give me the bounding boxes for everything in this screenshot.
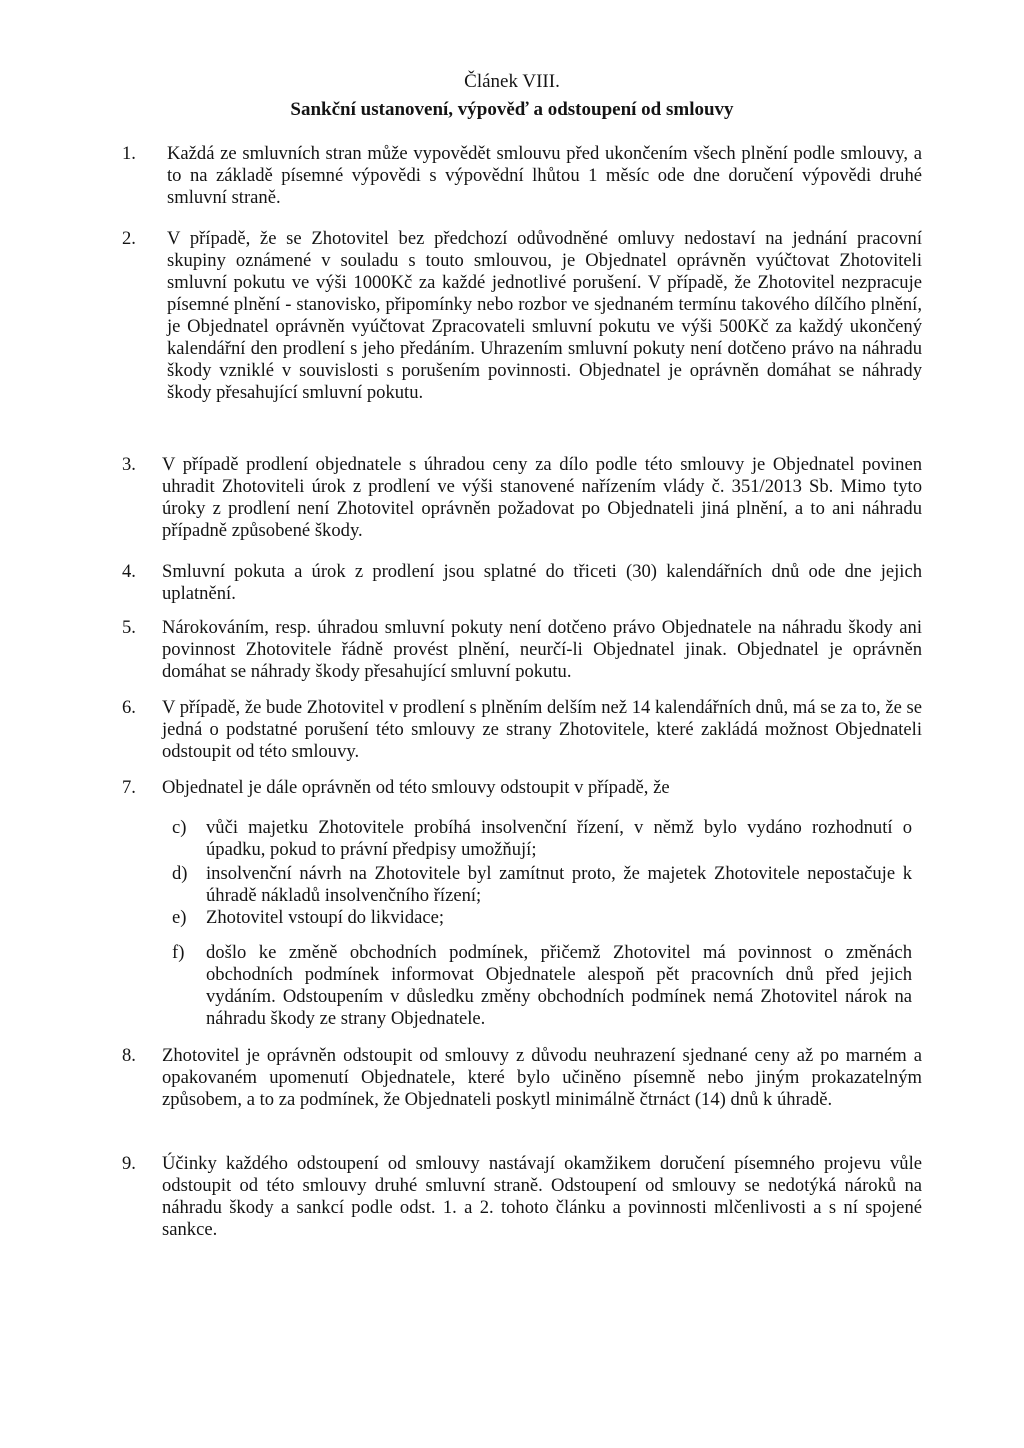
article-title: Sankční ustanovení, výpověď a odstoupení od smlouvy bbox=[290, 99, 734, 120]
clause-1 bbox=[122, 143, 922, 209]
clause-number: 9. bbox=[122, 1153, 136, 1174]
clause-5 bbox=[122, 617, 922, 683]
subclause-text: došlo ke změně obchodních podmínek, přičemž Zhotovitel má povinnost o změnách obchodních podmínek informovat Objednatele alespoň pět pracovních dnů před jejich vydáním. Odstoupením v důsledku změny obchodních podmínek nemá Zhotovitel nárok na náhradu škody ze strany Objednatele. bbox=[206, 942, 912, 1029]
subclause-f bbox=[172, 942, 912, 1030]
subclause-c bbox=[172, 817, 912, 861]
article-number: Článek VIII. bbox=[464, 71, 560, 92]
subclause-d bbox=[172, 863, 912, 907]
clause-number: 6. bbox=[122, 697, 136, 718]
clause-text: Zhotovitel je oprávněn odstoupit od smlouvy z důvodu neuhrazení sjednané ceny až po marném a opakovaném upomenutí Objednatele, které bylo učiněno písemně nebo jiným prokazatelným způsobem, a to za podmínek, že Objednateli poskytl minimálně čtrnáct (14) dnů k úhradě. bbox=[162, 1045, 922, 1110]
clause-text: Účinky každého odstoupení od smlouvy nastávají okamžikem doručení písemného projevu vůle odstoupit od této smlouvy druhé smluvní straně. Odstoupení od smlouvy se nedotýká nároků na náhradu škody a sankcí podle odst. 1. a 2. tohoto článku a povinnosti mlčenlivosti a s ní spojené sankce. bbox=[162, 1153, 922, 1240]
clause-text: V případě prodlení objednatele s úhradou ceny za dílo podle této smlouvy je Objednatel povinen uhradit Zhotoviteli úrok z prodlení ve výši stanovené nařízením vlády č. 351/2013 Sb. Mimo tyto úroky z prodlení není Zhotovitel oprávněn požadovat po Objednateli jiná plnění, a to ani náhradu případně způsobené škody. bbox=[162, 454, 922, 541]
clause-text: Objednatel je dále oprávněn od této smlouvy odstoupit v případě, že bbox=[162, 777, 670, 798]
clause-text: Každá ze smluvních stran může vypovědět smlouvu před ukončením všech plnění podle smlouvy, a to na základě písemné výpovědi s výpovědní lhůtou 1 měsíc ode dne doručení výpovědi druhé smluvní straně. bbox=[167, 143, 922, 208]
clause-text: V případě, že bude Zhotovitel v prodlení s plněním delším než 14 kalendářních dnů, má se za to, že se jedná o podstatné porušení této smlouvy ze strany Zhotovitele, které zakládá možnost Objednateli odstoupit od této smlouvy. bbox=[162, 697, 922, 762]
clause-number: 8. bbox=[122, 1045, 136, 1066]
clause-number: 3. bbox=[122, 454, 136, 475]
subclause-letter: e) bbox=[172, 907, 187, 928]
clause-number: 5. bbox=[122, 617, 136, 638]
subclause-letter: d) bbox=[172, 863, 188, 884]
subclause-letter: f) bbox=[172, 942, 185, 963]
clause-2 bbox=[122, 228, 922, 404]
clause-number: 7. bbox=[122, 777, 136, 798]
clause-text: Nárokováním, resp. úhradou smluvní pokuty není dotčeno právo Objednatele na náhradu škody ani povinnost Zhotovitele řádně provést plnění, neurčí-li Objednatel jinak. Objednatel je oprávněn domáhat se náhrady škody přesahující smluvní pokutu. bbox=[162, 617, 922, 682]
subclause-text: vůči majetku Zhotovitele probíhá insolvenční řízení, v němž bylo vydáno rozhodnutí o úpadku, pokud to právní předpisy umožňují; bbox=[206, 817, 912, 860]
clause-8 bbox=[122, 1045, 922, 1111]
clause-9 bbox=[122, 1153, 922, 1241]
clause-text: Smluvní pokuta a úrok z prodlení jsou splatné do třiceti (30) kalendářních dnů ode dne jejich uplatnění. bbox=[162, 561, 922, 604]
clause-number: 1. bbox=[122, 143, 136, 164]
clause-number: 2. bbox=[122, 228, 136, 249]
subclause-letter: c) bbox=[172, 817, 187, 838]
subclause-text: Zhotovitel vstoupí do likvidace; bbox=[206, 907, 445, 928]
clause-number: 4. bbox=[122, 561, 136, 582]
clause-4 bbox=[122, 561, 922, 605]
clause-text: V případě, že se Zhotovitel bez předchozí odůvodněné omluvy nedostaví na jednání pracovní skupiny oznámené v souladu s touto smlouvou, je Objednatel oprávněn vyúčtovat Zhotoviteli smluvní pokutu ve výši 1000Kč za každé jednotlivé porušení. V případě, že Zhotovitel nezpracuje písemné plnění - stanovisko, připomínky nebo rozbor ve sjednaném termínu takového dílčího plnění, je Objednatel oprávněn vyúčtovat Zpracovateli smluvní pokutu ve výši 500Kč za každý ukončený kalendářní den prodlení s jeho předáním. Uhrazením smluvní pokuty není dotčeno právo na náhradu škody vzniklé v souvislosti s porušením povinnosti. Objednatel je oprávněn domáhat se náhrady škody přesahující smluvní pokutu. bbox=[167, 228, 922, 403]
clause-3 bbox=[122, 454, 922, 542]
subclause-e bbox=[172, 907, 912, 929]
clause-6 bbox=[122, 697, 922, 763]
subclause-text: insolvenční návrh na Zhotovitele byl zamítnut proto, že majetek Zhotovitele nepostačuje k úhradě nákladů insolvenčního řízení; bbox=[206, 863, 912, 906]
clause-7 bbox=[122, 777, 922, 799]
